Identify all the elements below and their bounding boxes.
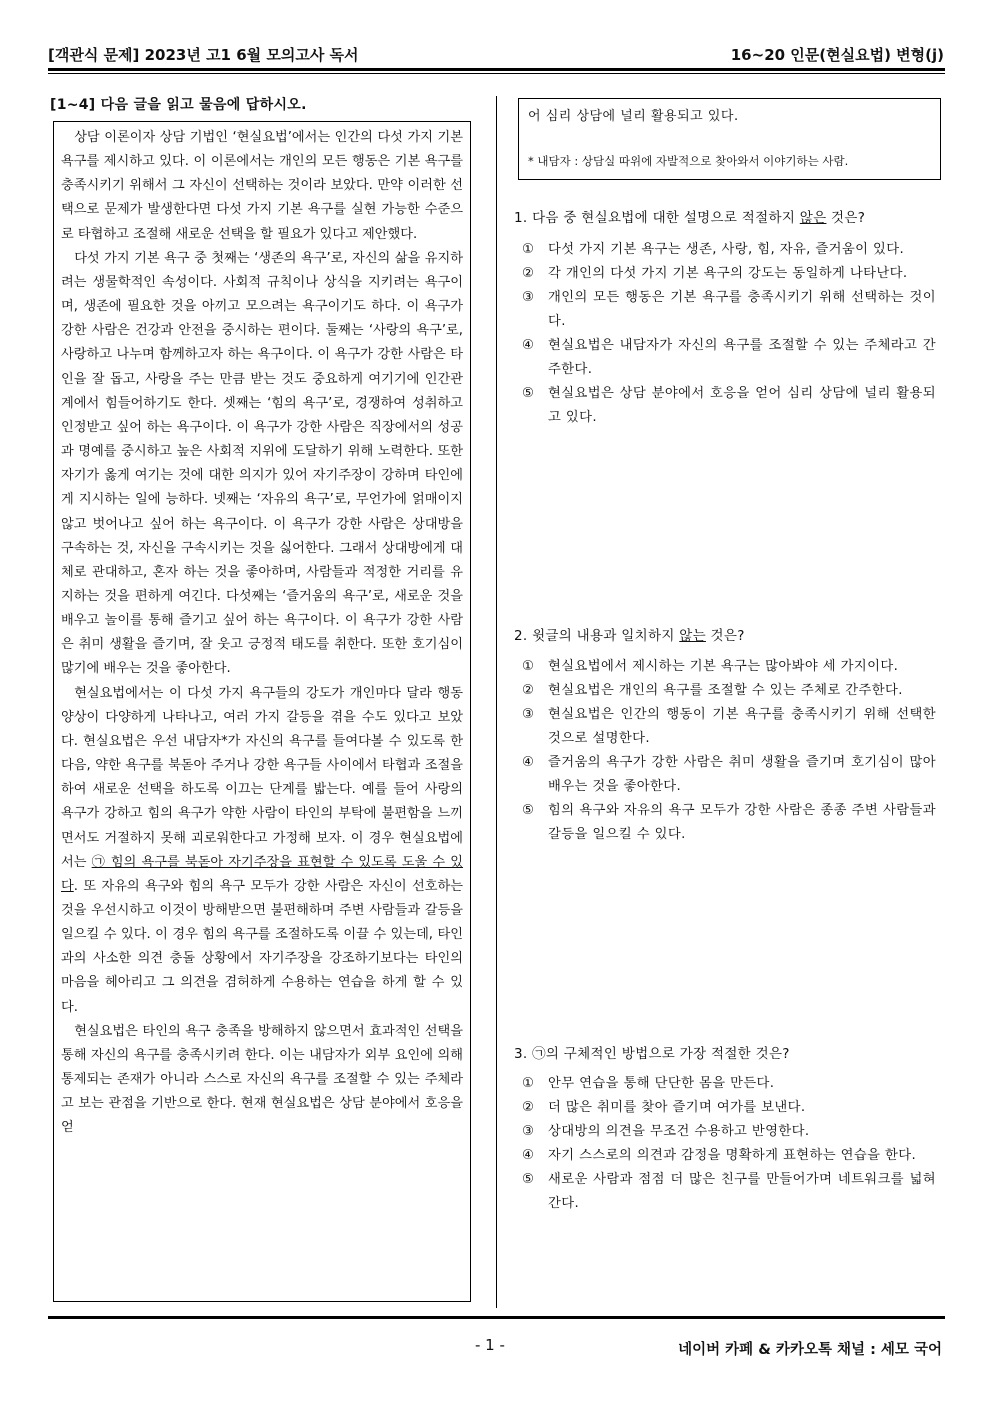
passage-paragraph-3 <box>61 682 463 1020</box>
question-2-pre: 2. 윗글의 내용과 일치하지 <box>514 628 680 644</box>
q3-option-4[interactable]: ④ 자기 스스로의 의견과 감정을 명확하게 표현하는 연습을 한다. <box>522 1148 917 1163</box>
passage <box>61 126 463 1141</box>
q1-option-2[interactable]: ② 각 개인의 다섯 가지 기본 욕구의 강도는 동일하게 나타난다. <box>522 266 908 281</box>
q3-option-1[interactable]: ① 안무 연습을 통해 단단한 몸을 만든다. <box>522 1076 775 1091</box>
header-rule-thin <box>48 73 945 74</box>
question-3-options <box>522 1072 936 1216</box>
passage-paragraph-2: 다섯 가지 기본 욕구 중 첫째는 ‘생존의 욕구’로, 자신의 삶을 유지하려는 생물학적인 속성이다. 사회적 규칙이나 상식을 지키려는 욕구이며, 생존에 필요한 것을 아끼고 모으려는 욕구이기도 하다. 이 욕구가 강한 사람은 건강과 안전을 중시하는 편이다. 둘째는 ‘사랑의 욕구’로, 사랑하고 나누며 함께하고자 하는 욕구이다. 이 욕구가 강한 사람은 타인을 잘 돕고, 사랑을 주는 만큼 받는 것도 중요하게 여기기에 인간관계에서 힘들어하기도 한다. 셋째는 ‘힘의 욕구’로, 경쟁하여 성취하고 인정받고 싶어 하는 욕구이다. 이 욕구가 강한 사람은 직장에서의 성공과 명예를 중시하고 높은 사회적 지위에 도달하기 위해 노력한다. 또한 자기가 옳게 여기는 것에 대한 의지가 있어 자기주장이 강하며 타인에게 지시하는 일에 능하다. 넷째는 ‘자유의 욕구’로, 무언가에 얽매이지 않고 벗어나고 싶어 하는 욕구이다. 이 욕구가 강한 사람은 상대방을 구속하는 것, 자신을 구속시키는 것을 싫어한다. 그래서 상대방에게 대체로 관대하고, 혼자 하는 것을 좋아하며, 사람들과 적정한 거리를 유지하는 것을 편하게 여긴다. 다섯째는 ‘즐거움의 욕구’로, 새로운 것을 배우고 놀이를 통해 즐기고 싶어 하는 욕구이다. 이 욕구가 강한 사람은 취미 생활을 즐기며, 잘 웃고 긍정적 태도를 취한다. 또한 호기심이 많기에 배우는 것을 좋아한다. <box>61 250 463 677</box>
q3-option-2[interactable]: ② 더 많은 취미를 찾아 즐기며 여가를 보낸다. <box>522 1100 806 1115</box>
passage-paragraph-1: 상담 이론이자 상담 기법인 ‘현실요법’에서는 인간의 다섯 가지 기본 욕구를 제시하고 있다. 이 이론에서는 개인의 모든 행동은 기본 욕구를 충족시키기 위해서 그 자신이 선택하는 것이라 보았다. 만약 이러한 선택으로 문제가 발생한다면 다섯 가지 기본 욕구를 실현 가능한 수준으로 타협하고 조절해 새로운 선택을 할 필요가 있다고 제안했다. <box>61 130 463 242</box>
question-3: 3. ㉠의 구체적인 방법으로 가장 적절한 것은? <box>514 1046 790 1062</box>
passage-p3-before: 현실요법에서는 이 다섯 가지 욕구들의 강도가 개인마다 달라 행동 양상이 다양하게 나타나고, 여러 가지 갈등을 겪을 수도 있다고 보았다. 현실요법은 우선 내담자*가 자신의 욕구를 들여다볼 수 있도록 한 다음, 약한 욕구를 북돋아 주거나 강한 욕구들 사이에서 타협과 조절을 하여 새로운 선택을 하도록 이끄는 단계를 밟는다. 예를 들어 사랑의 욕구가 강하고 힘의 욕구가 약한 사람이 타인의 부탁에 불편함을 느끼면서도 거절하지 못해 괴로워한다고 가정해 보자. 이 경우 현실요법에서는 <box>61 685 463 870</box>
q3-option-3[interactable]: ③ 상대방의 의견을 무조건 수용하고 반영한다. <box>522 1124 810 1139</box>
underlined-target-a: ㉠ 힘의 욕구를 북돋아 자기주장을 표현할 수 있도록 도울 수 있다 <box>61 854 464 894</box>
q2-option-1[interactable]: ① 현실요법에서 제시하는 기본 욕구는 많아봐야 세 가지이다. <box>522 659 899 674</box>
passage-p3-after: . 또 자유의 욕구와 힘의 욕구 모두가 강한 사람은 자신이 선호하는 것을 우선시하고 이것이 방해받으면 불편해하며 주변 사람들과 갈등을 일으킬 수 있다. 이 경우 힘의 욕구를 조절하도록 이끌 수 있는데, 타인과의 사소한 의견 충돌 상황에서 자기주장을 강조하기보다는 타인의 마음을 헤아리고 그 의견을 겸허하게 수용하는 연습을 하게 할 수 있다. <box>61 878 463 1015</box>
footer-rule <box>48 1316 945 1319</box>
question-1-pre: 1. 다음 중 현실요법에 대한 설명으로 적절하지 <box>514 210 800 226</box>
question-2-options <box>522 655 936 847</box>
column-divider <box>496 96 497 1308</box>
q2-option-4[interactable]: ④ 즐거움의 욕구가 강한 사람은 취미 생활을 즐기며 호기심이 많아 배우는 것을 좋아한다. <box>522 755 936 794</box>
continuation-text: 어 심리 상담에 널리 활용되고 있다. <box>528 109 739 124</box>
q1-option-5[interactable]: ⑤ 현실요법은 상담 분야에서 호응을 얻어 심리 상담에 널리 활용되고 있다. <box>522 386 936 425</box>
question-2 <box>514 624 745 644</box>
q1-option-4[interactable]: ④ 현실요법은 내담자가 자신의 욕구를 조절할 수 있는 주체라고 간주한다. <box>522 338 936 377</box>
footnote: * 내담자 : 상담실 따위에 자발적으로 찾아와서 이야기하는 사람. <box>528 154 849 168</box>
q1-option-3[interactable]: ③ 개인의 모든 행동은 기본 욕구를 충족시키기 위해 선택하는 것이다. <box>522 290 936 329</box>
q2-option-3[interactable]: ③ 현실요법은 인간의 행동이 기본 욕구를 충족시키기 위해 선택한 것으로 설명한다. <box>522 707 936 746</box>
question-1-emphasis: 않은 <box>799 210 827 226</box>
page-number: - 1 - <box>475 1336 505 1354</box>
question-1 <box>514 206 865 226</box>
header-title: [객관식 문제] 2023년 고1 6월 모의고사 독서 <box>48 46 359 64</box>
q1-option-1[interactable]: ① 다섯 가지 기본 욕구는 생존, 사랑, 힘, 자유, 즐거움이 있다. <box>522 242 905 257</box>
q2-option-5[interactable]: ⑤ 힘의 욕구와 자유의 욕구 모두가 강한 사람은 종종 주변 사람들과 갈등을 일으킬 수 있다. <box>522 803 936 842</box>
instruction: [1~4] 다음 글을 읽고 물음에 답하시오. <box>50 97 307 113</box>
q2-option-2[interactable]: ② 현실요법은 개인의 욕구를 조절할 수 있는 주체로 간주한다. <box>522 683 903 698</box>
question-1-post: 것은? <box>826 210 866 226</box>
passage-paragraph-4: 현실요법은 타인의 욕구 충족을 방해하지 않으면서 효과적인 선택을 통해 자신의 욕구를 충족시키려 한다. 이는 내담자가 외부 요인에 의해 통제되는 존재가 아니라 스스로 자신의 욕구를 조절할 수 있는 주체라고 보는 관점을 기반으로 한다. 현재 현실요법은 상담 분야에서 호응을 얻 <box>61 1023 463 1136</box>
footer-channel: 네이버 카페 & 카카오톡 채널 : 세모 국어 <box>678 1342 942 1358</box>
header-rule <box>48 68 945 71</box>
q3-option-5[interactable]: ⑤ 새로운 사람과 점점 더 많은 친구를 만들어가며 네트워크를 넓혀간다. <box>522 1172 936 1211</box>
question-1-options <box>522 238 936 430</box>
header-section: 16~20 인문(현실요법) 변형(j) <box>730 46 944 64</box>
question-2-emphasis: 않는 <box>679 628 706 644</box>
question-2-post: 것은? <box>705 628 745 644</box>
